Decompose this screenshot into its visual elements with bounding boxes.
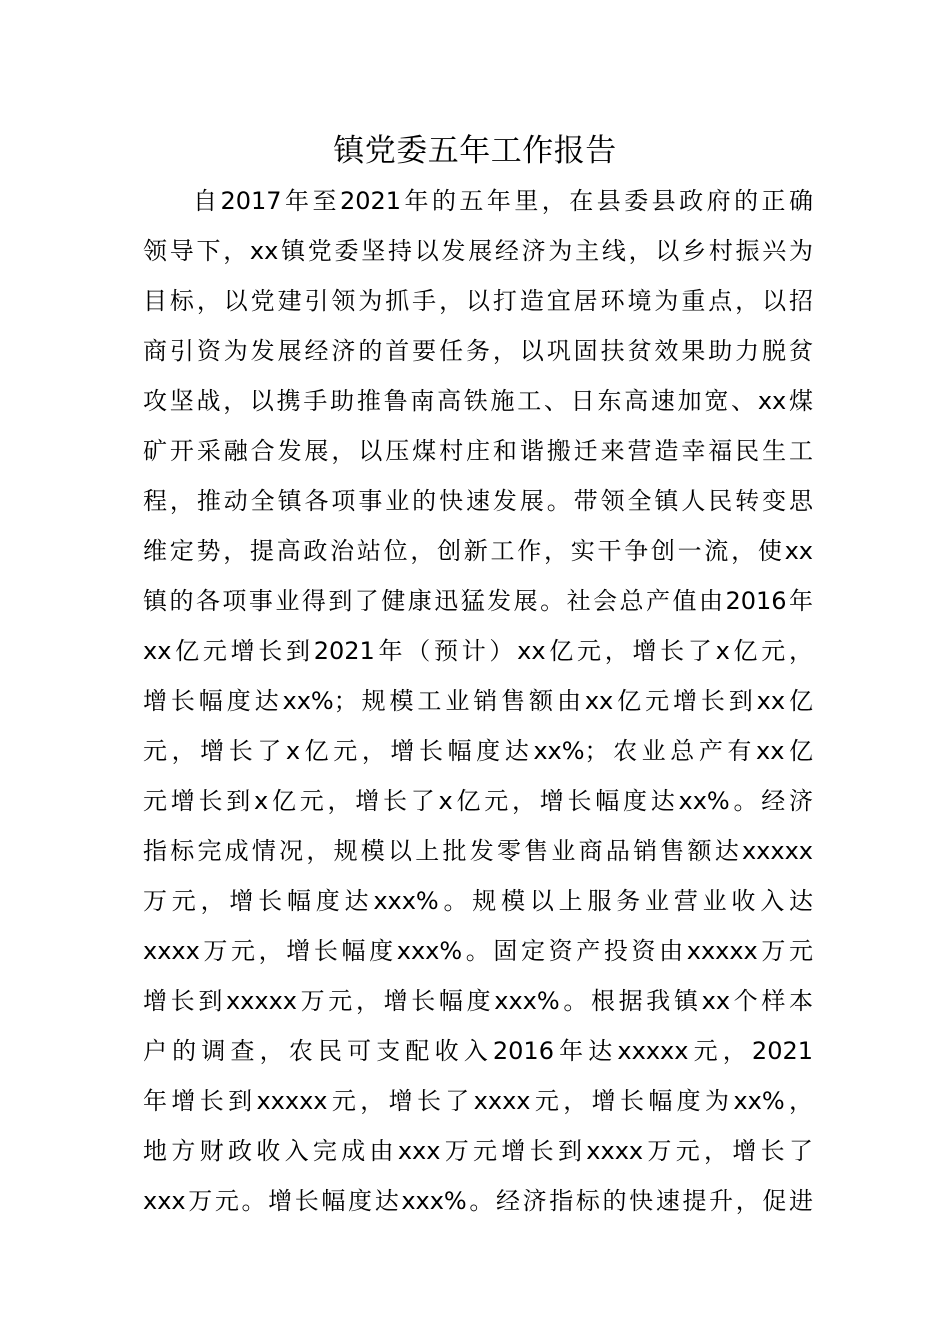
body-line: 领导下，xx镇党委坚持以发展经济为主线，以乡村振兴为 — [143, 237, 813, 265]
body-line: 万元，增长幅度达xxx%。规模以上服务业营业收入达 — [143, 887, 813, 915]
body-line: 元，增长了x亿元，增长幅度达xx%；农业总产有xx亿 — [143, 737, 813, 765]
body-line: xxx万元。增长幅度达xxx%。经济指标的快速提升，促进 — [143, 1187, 813, 1215]
body-line: xx亿元增长到2021年（预计）xx亿元，增长了x亿元， — [143, 637, 813, 665]
body-line: 指标完成情况，规模以上批发零售业商品销售额达xxxxx — [143, 837, 813, 865]
body-line: 程，推动全镇各项事业的快速发展。带领全镇人民转变思 — [143, 487, 813, 515]
body-line: 目标，以党建引领为抓手，以打造宜居环境为重点，以招 — [143, 287, 813, 315]
body-line: 镇的各项事业得到了健康迅猛发展。社会总产值由2016年 — [143, 587, 813, 615]
body-line: 攻坚战，以携手助推鲁南高铁施工、日东高速加宽、xx煤 — [143, 387, 813, 415]
body-line: 元增长到x亿元，增长了x亿元，增长幅度达xx%。经济 — [143, 787, 813, 815]
document-body — [143, 176, 813, 1226]
body-line: 户的调查，农民可支配收入2016年达xxxxx元，2021 — [143, 1037, 813, 1065]
body-line: 矿开采融合发展，以压煤村庄和谐搬迁来营造幸福民生工 — [143, 437, 813, 465]
body-line: 自2017年至2021年的五年里，在县委县政府的正确 — [193, 187, 813, 215]
body-line: 年增长到xxxxx元，增长了xxxx元，增长幅度为xx%， — [143, 1087, 813, 1115]
body-line: 地方财政收入完成由xxx万元增长到xxxx万元，增长了 — [143, 1137, 813, 1165]
body-line: xxxx万元，增长幅度xxx%。固定资产投资由xxxxx万元 — [143, 937, 813, 965]
body-line: 增长到xxxxx万元，增长幅度xxx%。根据我镇xx个样本 — [143, 987, 813, 1015]
body-line: 维定势，提高政治站位，创新工作，实干争创一流，使xx — [143, 537, 813, 565]
body-line: 增长幅度达xx%；规模工业销售额由xx亿元增长到xx亿 — [143, 687, 813, 715]
body-line: 商引资为发展经济的首要任务，以巩固扶贫效果助力脱贫 — [143, 337, 813, 365]
document-title: 镇党委五年工作报告 — [333, 133, 617, 169]
